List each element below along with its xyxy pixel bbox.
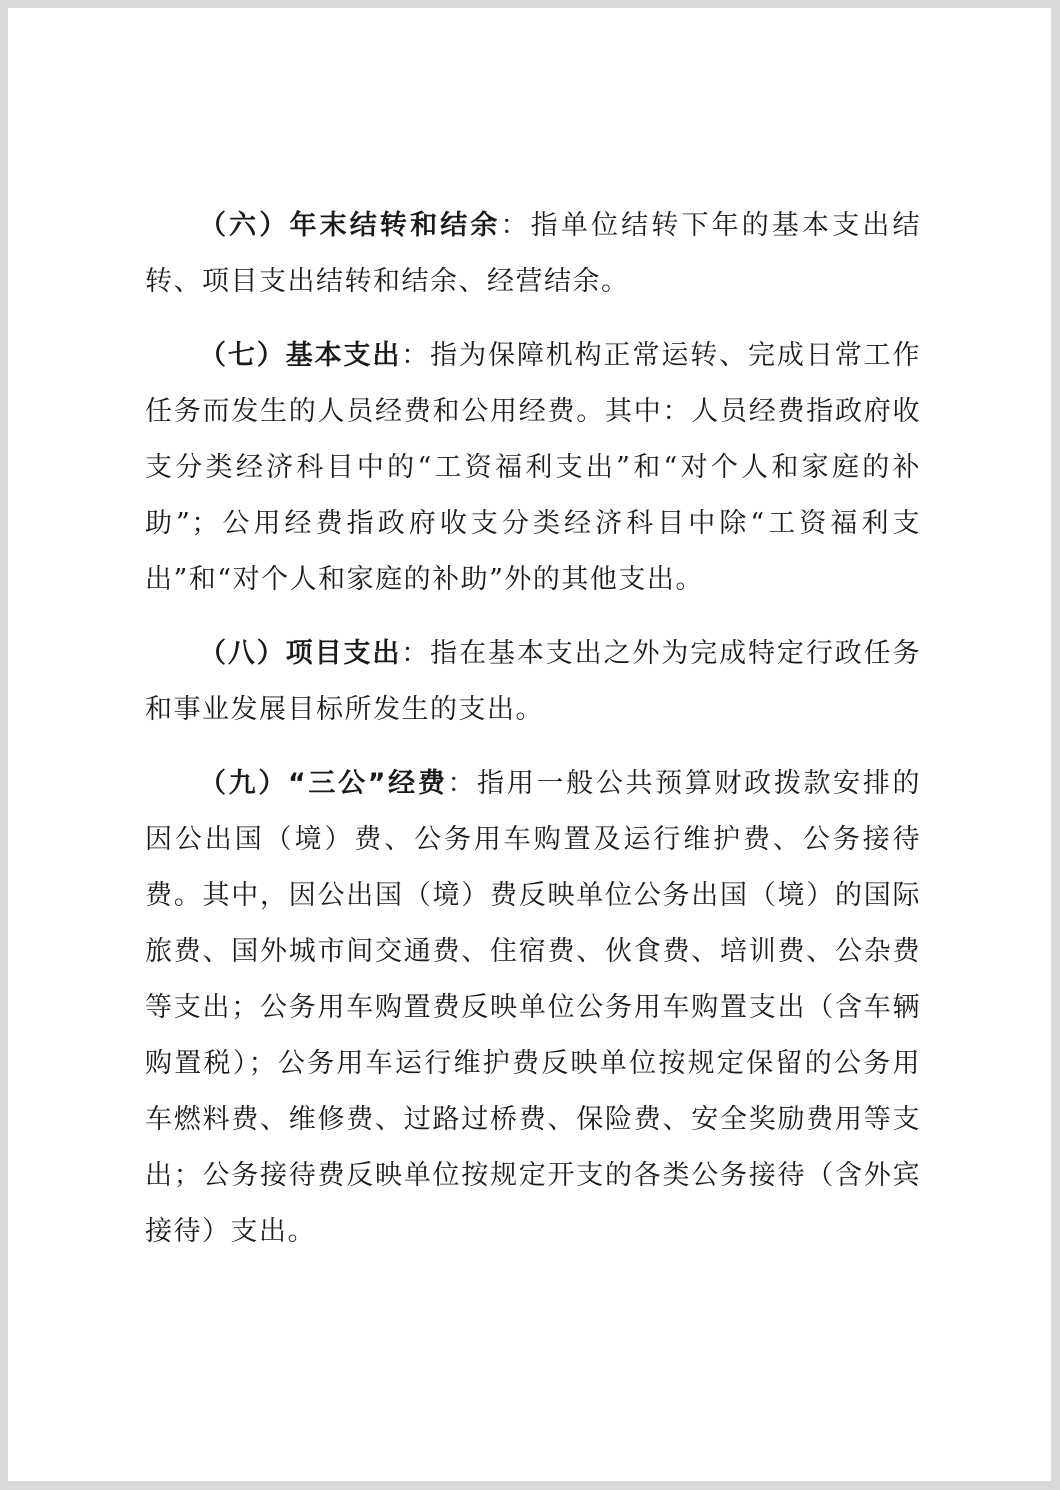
paragraph-three-public-expenses — [145, 756, 921, 1260]
document-page — [8, 8, 1051, 1481]
paragraph-text: ：指在基本支出之外为完成特定行政任务和事业发展目标所发生的支出。 — [145, 638, 922, 725]
paragraph-heading: （六）年末结转和结余 — [199, 210, 501, 241]
paragraph-year-end-carryover — [145, 198, 921, 310]
paragraph-text: ：指为保障机构正常运转、完成日常工作任务而发生的人员经费和公用经费。其中：人员经费指政府收支分类经济科目中的“工资福利支出”和“对个人和家庭的补助”；公用经费指政府收支分类经济科目中除“工资福利支出”和“对个人和家庭的补助”外的其他支出。 — [145, 340, 922, 595]
document-body — [145, 198, 921, 1278]
paragraph-heading: （八）项目支出 — [199, 638, 402, 669]
paragraph-basic-expenditure — [145, 328, 921, 608]
paragraph-heading: （七）基本支出 — [199, 340, 402, 371]
paragraph-project-expenditure — [145, 626, 921, 738]
paragraph-text: ：指用一般公共预算财政拨款安排的因公出国（境）费、公务用车购置及运行维护费、公务接待费。其中，因公出国（境）费反映单位公务出国（境）的国际旅费、国外城市间交通费、住宿费、伙食费、培训费、公杂费等支出；公务用车购置费反映单位公务用车购置支出（含车辆购置税）；公务用车运行维护费反映单位按规定保留的公务用车燃料费、维修费、过路过桥费、保险费、安全奖励费用等支出；公务接待费反映单位按规定开支的各类公务接待（含外宾接待）支出。 — [145, 768, 921, 1247]
paragraph-text: ：指单位结转下年的基本支出结转、项目支出结转和结余、经营结余。 — [145, 210, 922, 297]
paragraph-heading: （九）“三公”经费 — [199, 768, 448, 799]
